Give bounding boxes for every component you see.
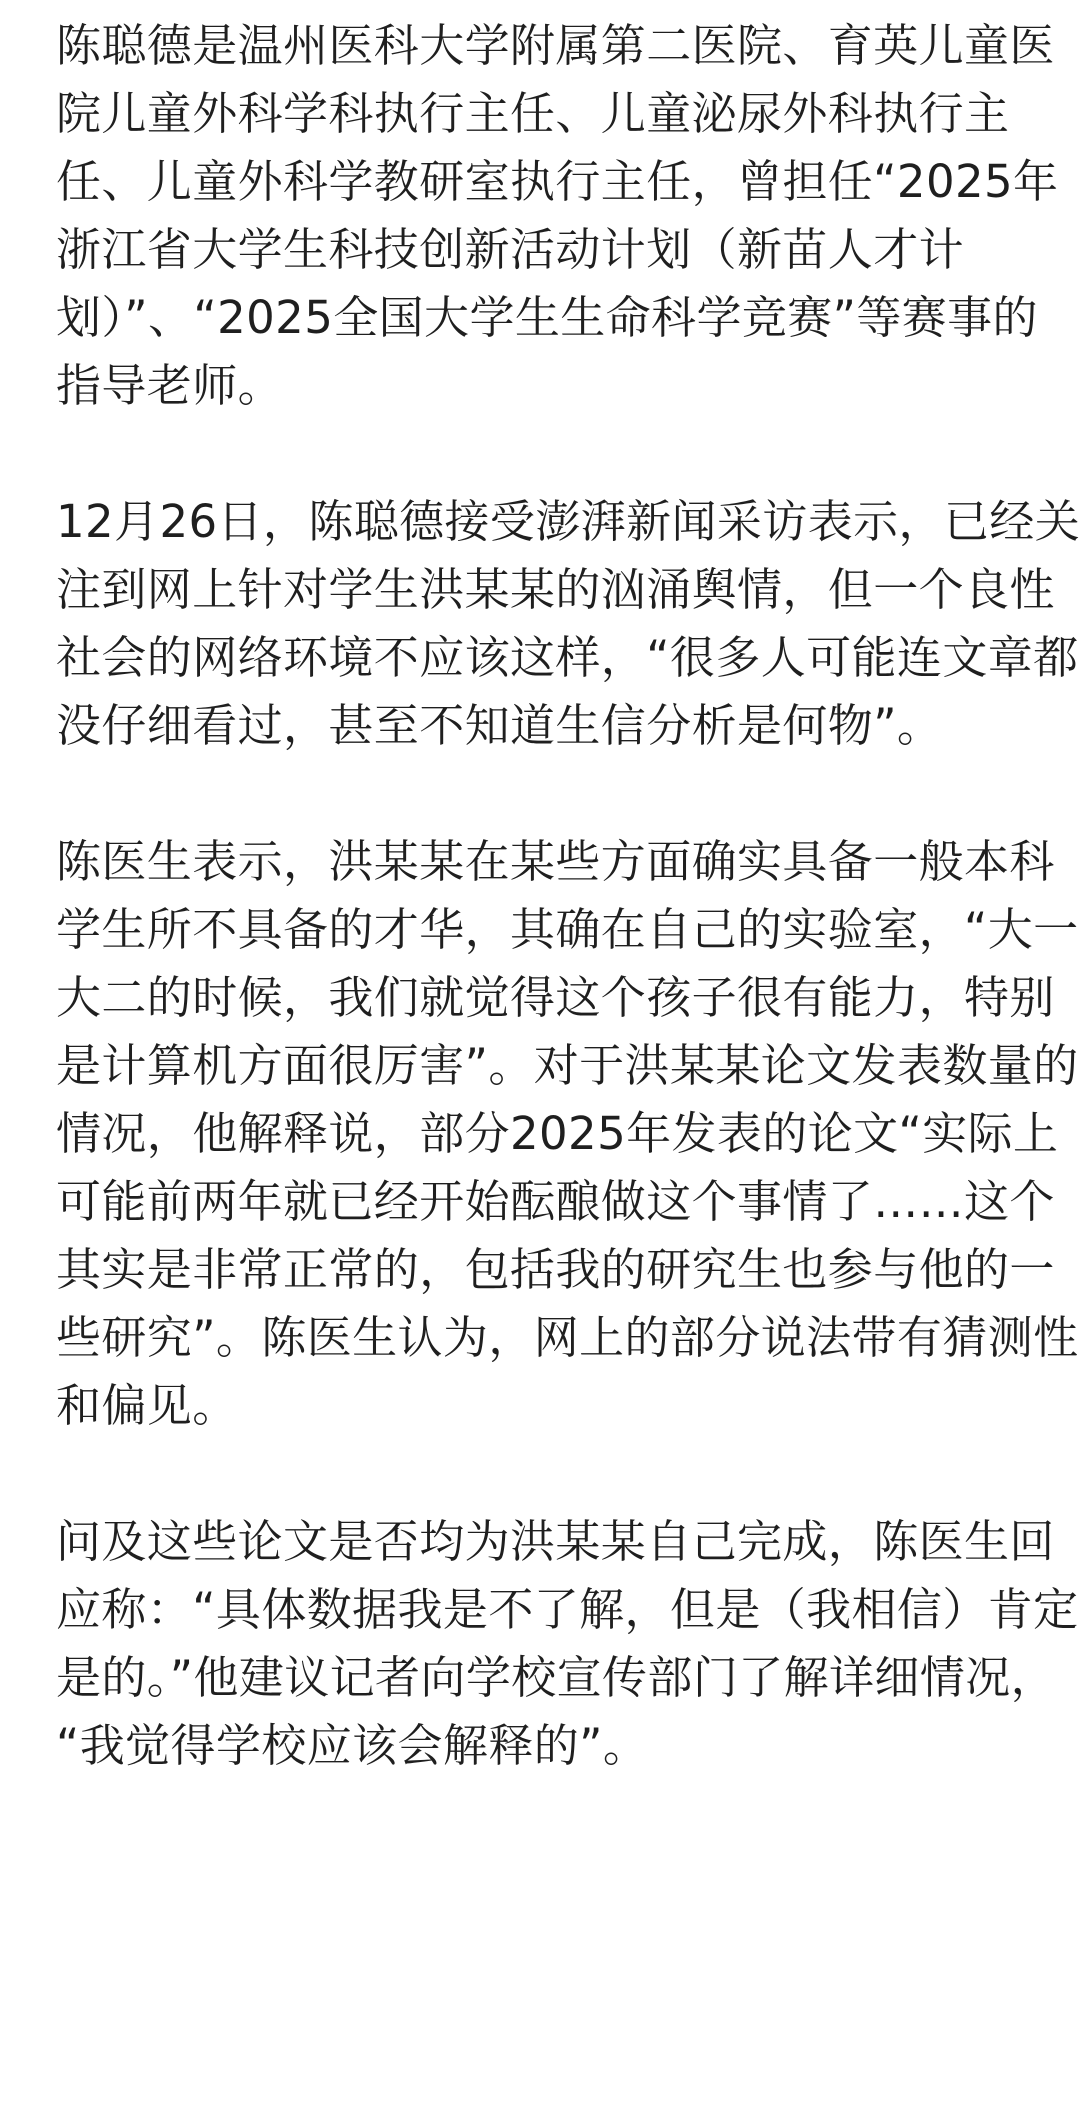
paragraph-1 <box>56 12 1059 420</box>
text-line: 应称：“具体数据我是不了解，但是（我相信）肯定 <box>56 1583 1079 1636</box>
paragraph-2 <box>56 488 1080 760</box>
text-line: 划）”、“2025全国大学生生命科学竞赛”等赛事的 <box>56 291 1038 344</box>
text-line: 浙江省大学生科技创新活动计划（新苗人才计 <box>56 223 965 276</box>
text-line: 些研究”。陈医生认为，网上的部分说法带有猜测性 <box>56 1311 1079 1364</box>
text-line: 没仔细看过，甚至不知道生信分析是何物”。 <box>56 699 943 752</box>
text-line: “我觉得学校应该会解释的”。 <box>56 1719 649 1772</box>
text-line: 12月26日，陈聪德接受澎湃新闻采访表示，已经关 <box>56 495 1080 548</box>
text-line: 陈医生表示，洪某某在某些方面确实具备一般本科 <box>56 835 1055 888</box>
text-line: 是计算机方面很厉害”。对于洪某某论文发表数量的 <box>56 1039 1079 1092</box>
text-line: 指导老师。 <box>56 359 284 412</box>
text-line: 大二的时候，我们就觉得这个孩子很有能力，特别 <box>56 971 1055 1024</box>
text-line: 注到网上针对学生洪某某的汹涌舆情，但一个良性 <box>56 563 1055 616</box>
text-line: 其实是非常正常的，包括我的研究生也参与他的一 <box>56 1243 1055 1296</box>
text-line: 院儿童外科学科执行主任、儿童泌尿外科执行主 <box>56 87 1010 140</box>
text-line: 可能前两年就已经开始酝酿做这个事情了……这个 <box>56 1175 1055 1228</box>
paragraph-3 <box>56 828 1079 1440</box>
text-line: 社会的网络环境不应该这样，“很多人可能连文章都 <box>56 631 1079 684</box>
text-line: 任、儿童外科学教研室执行主任，曾担任“2025年 <box>56 155 1059 208</box>
paragraph-4 <box>56 1508 1079 1780</box>
text-line: 情况，他解释说，部分2025年发表的论文“实际上 <box>56 1107 1059 1160</box>
text-line: 学生所不具备的才华，其确在自己的实验室，“大一 <box>56 903 1079 956</box>
article-body <box>56 12 1080 1780</box>
text-line: 陈聪德是温州医科大学附属第二医院、育英儿童医 <box>56 19 1055 72</box>
text-line: 和偏见。 <box>56 1379 238 1432</box>
text-line: 问及这些论文是否均为洪某某自己完成，陈医生回 <box>56 1515 1055 1568</box>
text-line: 是的。”他建议记者向学校宣传部门了解详细情况， <box>56 1651 1057 1704</box>
